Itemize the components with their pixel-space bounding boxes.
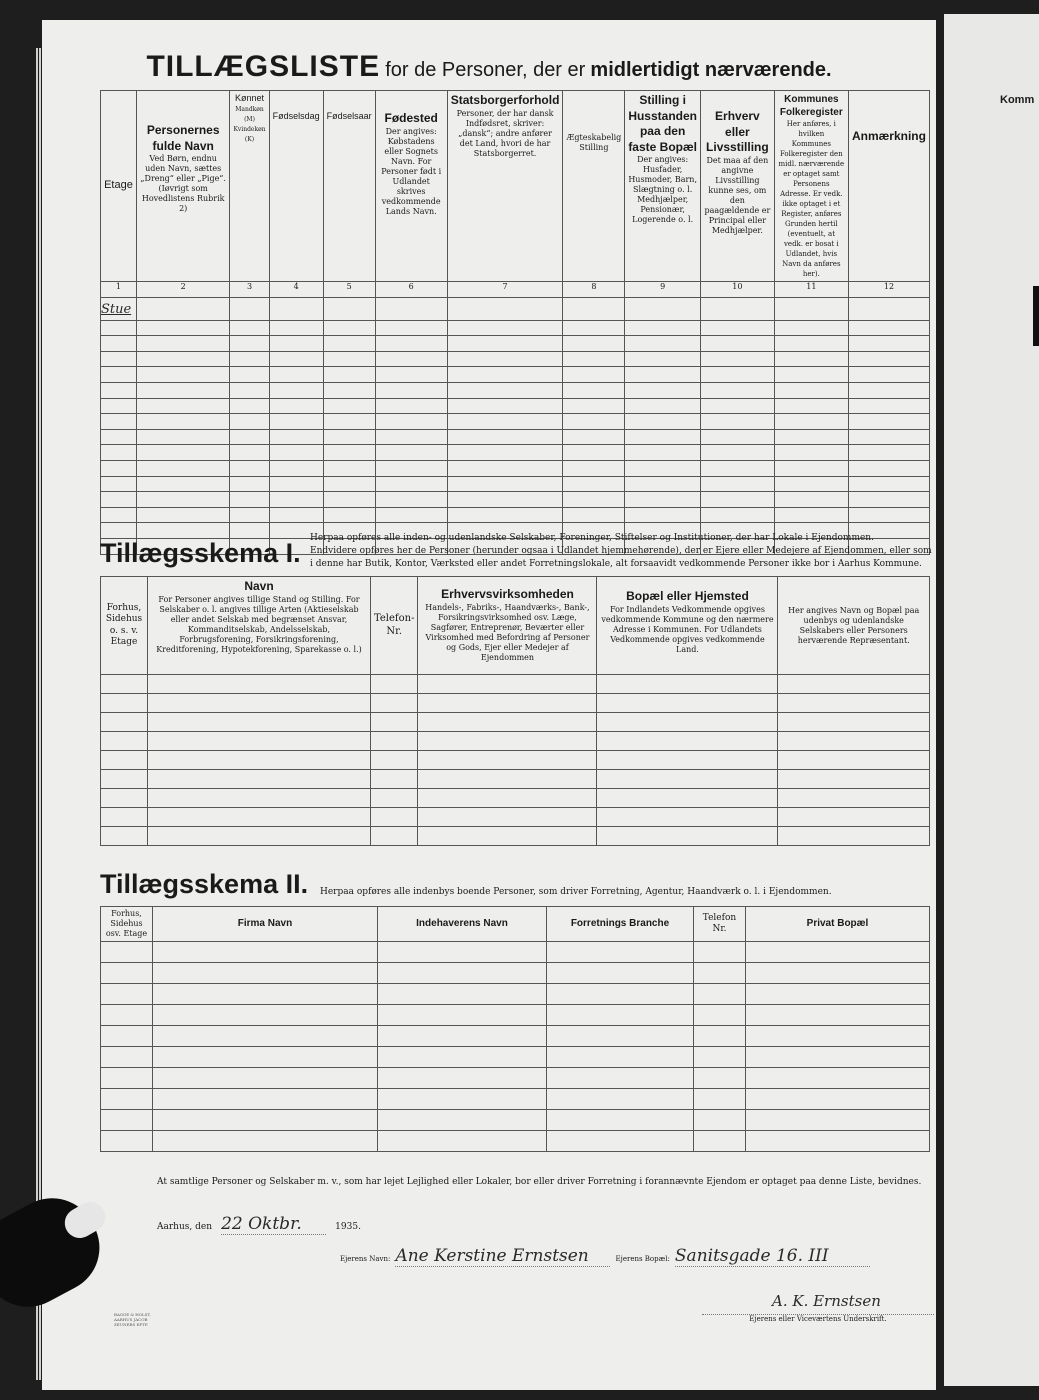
table-row (101, 336, 930, 352)
title-bold: midlertidigt nærværende. (590, 59, 832, 81)
col-firma: Firma Navn (153, 907, 378, 942)
table-row (101, 1089, 930, 1110)
column-numbers-row (101, 282, 930, 298)
owner-name-handwritten: Ane Kerstine Ernstsen (395, 1246, 610, 1267)
supplement-list-table (100, 90, 930, 555)
table-row (101, 460, 930, 476)
col-number: 10 (701, 282, 775, 298)
table-row (101, 984, 930, 1005)
page-edge (36, 48, 38, 1380)
table-row (101, 694, 930, 713)
col-birthplace: Fødested Der angives: Købstadens eller Sognets Navn. For Personer født i Udlandet skrives vedkommende Lands Navn. (375, 91, 447, 282)
table-row (101, 1005, 930, 1026)
address-label: Ejerens Bopæl: (615, 1255, 670, 1263)
table-row (101, 942, 930, 963)
col-indehaver: Indehaverens Navn (378, 907, 547, 942)
skema1-title: Tillægsskema I. (100, 538, 301, 568)
etage-cell (101, 297, 137, 320)
table-row (101, 1047, 930, 1068)
skema1-note-line: Herpaa opføres alle inden- og udenlandske Selskaber, Foreninger, Stiftelser og Institutioner, der har Lokale i Ejendommen. (310, 533, 874, 543)
table-row (101, 808, 930, 827)
header-row (101, 907, 930, 942)
table-row (101, 492, 930, 508)
col-marital: Ægteskabelig Stilling (563, 91, 625, 282)
table-row (101, 351, 930, 367)
table-row (101, 675, 930, 694)
table-row (101, 751, 930, 770)
date-line (157, 1214, 361, 1235)
owner-line (340, 1246, 870, 1267)
facing-page-mark (1033, 286, 1039, 346)
printer-imprint: BAGGE & HOLST, AARHUS JACOB ZEUNERS EFTF. (114, 1312, 151, 1328)
col-birthyear: Fødselsaar (323, 91, 375, 282)
skema1-note (310, 532, 940, 571)
col-number: 6 (375, 282, 447, 298)
skema2-note: Herpaa opføres alle indenbys boende Personer, som driver Forretning, Agentur, Haandværk o. l. i Ejendommen. (320, 887, 832, 897)
table-row (101, 827, 930, 846)
table-row (101, 476, 930, 492)
signature-handwritten: A. K. Ernstsen (772, 1292, 881, 1310)
table-row (101, 1110, 930, 1131)
table-row (101, 1026, 930, 1047)
col-navn: Navn For Personer angives tillige Stand og Stilling. For Selskaber o. l. angives tillige Arten (Aktieselskab eller andet Selskab med begrænset Ansvar, Kommanditselskab, Andelsselskab, Forbrugsforening, Forsikringsforening, Kreditforening, Hypotekforening, Sparekasse o. l.) (148, 577, 371, 675)
skema2-table (100, 906, 930, 1152)
col-number: 12 (848, 282, 929, 298)
col-number: 2 (136, 282, 230, 298)
table-row (101, 297, 930, 320)
table-row (101, 770, 930, 789)
col-number: 5 (323, 282, 375, 298)
year-label: 1935. (335, 1222, 361, 1232)
table-row (101, 789, 930, 808)
facing-page-label: Komm (1000, 94, 1035, 106)
table-row (101, 963, 930, 984)
place-label: Aarhus, den (157, 1222, 212, 1232)
skema1-table (100, 576, 930, 846)
etage-handwritten: Stue (101, 301, 132, 317)
skema2-title: Tillægsskema II. (100, 869, 309, 899)
col-etage: Forhus, Sidehus osv. Etage (101, 907, 153, 942)
facing-page (944, 14, 1039, 1386)
page-edge (39, 48, 41, 1380)
col-birthday: Fødselsdag (269, 91, 323, 282)
col-representant: Her angives Navn og Bopæl paa udenbys og udenlandske Selskabers eller Personers herværende Repræsentant. (778, 577, 930, 675)
table-row (101, 320, 930, 336)
table-row (101, 1068, 930, 1089)
owner-label: Ejerens Navn: (340, 1255, 391, 1263)
skema1-note-line: Endvidere opføres her de Personer (herunder ogsaa i Udlandet hjemmehørende), der er Ejere eller Medejere af Ejendommen, eller som (310, 546, 932, 557)
table-row (101, 1131, 930, 1152)
col-number: 3 (230, 282, 269, 298)
signature-label: Ejerens eller Viceværtens Underskrift. (702, 1314, 934, 1323)
col-number: 9 (625, 282, 701, 298)
title-rest: for de Personer, der er (385, 59, 586, 81)
col-telefon: Telefon-Nr. (371, 577, 418, 675)
col-number: 8 (563, 282, 625, 298)
col-etage: Forhus, Sidehus o. s. v. Etage (101, 577, 148, 675)
col-gender: Kønnet Mandkøn (M) Kvindekøn (K) (230, 91, 269, 282)
table-row (101, 445, 930, 461)
address-handwritten: Sanitsgade 16. III (675, 1246, 870, 1267)
col-number: 4 (269, 282, 323, 298)
header-row (101, 91, 930, 282)
col-number: 1 (101, 282, 137, 298)
skema1-note-line: i denne har Butik, Kontor, Værksted eller andet Forretningslokale, alt forsaavidt vedkommende Personer ikke bor i Aarhus Kommune. (310, 559, 922, 570)
date-handwritten: 22 Oktbr. (221, 1214, 326, 1235)
table-row (101, 713, 930, 732)
table-row (101, 732, 930, 751)
header-row (101, 577, 930, 675)
table-row (101, 367, 930, 383)
col-erhverv: Erhvervsvirksomheden Handels-, Fabriks-, Haandværks-, Bank-, Forsikringsvirksomhed osv. Læge, Sagfører, Entreprenør, Beværter eller Virksomhed med Befordring af Personer og Gods, Ejer eller Medejer af Ejendommen (418, 577, 597, 675)
col-branche: Forretnings Branche (547, 907, 694, 942)
col-name: Personernes fulde Navn Ved Børn, endnu uden Navn, sættes „Dreng“ eller „Pige“. (Iøvrigt som Hovedlistens Rubrik 2) (136, 91, 230, 282)
table-row (101, 429, 930, 445)
page-title (42, 50, 936, 84)
col-remark: Anmærkning (848, 91, 929, 282)
attestation-text: At samtlige Personer og Selskaber m. v., som har lejet Lejlighed eller Lokaler, bor eller driver Forretning i forannævnte Ejendom er optaget paa denne Liste, bevidnes. (157, 1177, 922, 1187)
table-row (101, 398, 930, 414)
col-bopael: Bopæl eller Hjemsted For Indlandets Vedkommende opgives vedkommende Kommune og den nærmere Adresse i Kommunen. For Udlandets Vedkommende opgives vedkommende Land. (597, 577, 778, 675)
col-household: Stilling i Husstanden paa den faste Bopæl Der angives: Husfader, Husmoder, Barn, Slægtning o. l. Medhjælper, Pensionær, Logerende o. l. (625, 91, 701, 282)
col-number: 11 (774, 282, 848, 298)
col-etage: Etage (101, 91, 137, 282)
col-occupation: Erhverv eller Livsstilling Det maa af den angivne Livsstilling kunne ses, om den paagældende er Principal eller Medhjælper. (701, 91, 775, 282)
col-telefon: Telefon Nr. (694, 907, 746, 942)
col-register: Kommunes Folkeregister Her anføres, i hvilken Kommunes Folkeregister den midl. nærværende er optaget samt Personens Adresse. Er vedk. ikke optaget i et Register, anføres Grunden hertil (eventuelt, at vedk. er bosat i Udlandet, hvis Navn da anføres her). (774, 91, 848, 282)
table-row (101, 507, 930, 523)
col-privat-bopael: Privat Bopæl (746, 907, 930, 942)
col-number: 7 (447, 282, 563, 298)
table-row (101, 414, 930, 430)
table-row (101, 382, 930, 398)
col-citizenship: Statsborgerforhold Personer, der har dansk Indfødsret, skriver: „dansk“; andre anfører det Land, hvori de har Statsborgerret. (447, 91, 563, 282)
form-page (42, 20, 936, 1390)
title-main: TILLÆGSLISTE (146, 50, 381, 83)
